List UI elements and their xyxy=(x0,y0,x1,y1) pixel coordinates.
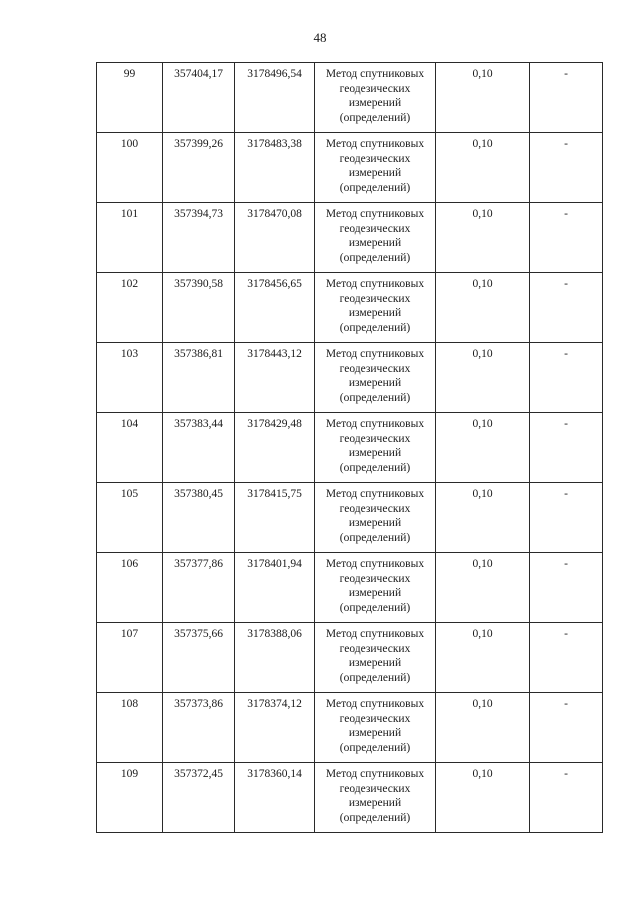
note-cell: - xyxy=(530,693,603,763)
method-line: геодезических xyxy=(339,712,411,725)
method-line: геодезических xyxy=(339,152,411,165)
point-number-cell: 107 xyxy=(97,623,163,693)
method-line: (определений) xyxy=(339,321,411,334)
table-row xyxy=(97,483,603,553)
method-line: измерений xyxy=(348,447,402,459)
y-coordinate-cell: 3178374,12 xyxy=(235,693,315,763)
method-line: Метод спутниковых xyxy=(325,278,425,290)
table-row xyxy=(97,623,603,693)
method-line: измерений xyxy=(348,167,402,179)
method-line: измерений xyxy=(348,237,402,249)
x-coordinate-cell: 357380,45 xyxy=(163,483,235,553)
table-row xyxy=(97,553,603,623)
note-cell: - xyxy=(530,623,603,693)
method-line: (определений) xyxy=(339,111,411,124)
y-coordinate-cell: 3178443,12 xyxy=(235,343,315,413)
method-line: геодезических xyxy=(339,572,411,585)
method-cell xyxy=(315,413,436,483)
note-cell: - xyxy=(530,203,603,273)
method-line: геодезических xyxy=(339,82,411,95)
x-coordinate-cell: 357404,17 xyxy=(163,63,235,133)
table-row xyxy=(97,343,603,413)
method-line: Метод спутниковых xyxy=(325,628,425,640)
table-row xyxy=(97,763,603,833)
method-line: Метод спутниковых xyxy=(325,418,425,430)
note-cell: - xyxy=(530,483,603,553)
method-line: Метод спутниковых xyxy=(325,348,425,360)
method-cell xyxy=(315,483,436,553)
method-cell xyxy=(315,693,436,763)
method-cell xyxy=(315,133,436,203)
method-line: (определений) xyxy=(339,461,411,474)
point-number-cell: 104 xyxy=(97,413,163,483)
note-cell: - xyxy=(530,133,603,203)
method-line: (определений) xyxy=(339,741,411,754)
method-line: (определений) xyxy=(339,601,411,614)
method-cell xyxy=(315,203,436,273)
method-cell xyxy=(315,623,436,693)
point-number-cell: 105 xyxy=(97,483,163,553)
method-line: геодезических xyxy=(339,642,411,655)
method-line: Метод спутниковых xyxy=(325,68,425,80)
method-line: измерений xyxy=(348,97,402,109)
coordinates-table xyxy=(96,62,603,833)
note-cell: - xyxy=(530,763,603,833)
method-line: измерений xyxy=(348,797,402,809)
accuracy-cell: 0,10 xyxy=(436,343,530,413)
table-row xyxy=(97,413,603,483)
y-coordinate-cell: 3178456,65 xyxy=(235,273,315,343)
x-coordinate-cell: 357399,26 xyxy=(163,133,235,203)
method-cell xyxy=(315,763,436,833)
method-line: (определений) xyxy=(339,181,411,194)
method-line: Метод спутниковых xyxy=(325,558,425,570)
method-line: Метод спутниковых xyxy=(325,138,425,150)
y-coordinate-cell: 3178415,75 xyxy=(235,483,315,553)
accuracy-cell: 0,10 xyxy=(436,203,530,273)
x-coordinate-cell: 357394,73 xyxy=(163,203,235,273)
method-line: измерений xyxy=(348,587,402,599)
accuracy-cell: 0,10 xyxy=(436,133,530,203)
table-body xyxy=(97,63,603,833)
method-cell xyxy=(315,553,436,623)
method-line: измерений xyxy=(348,377,402,389)
method-line: геодезических xyxy=(339,362,411,375)
point-number-cell: 109 xyxy=(97,763,163,833)
method-line: (определений) xyxy=(339,811,411,824)
y-coordinate-cell: 3178496,54 xyxy=(235,63,315,133)
point-number-cell: 102 xyxy=(97,273,163,343)
x-coordinate-cell: 357372,45 xyxy=(163,763,235,833)
accuracy-cell: 0,10 xyxy=(436,63,530,133)
table-row xyxy=(97,273,603,343)
method-line: геодезических xyxy=(339,222,411,235)
point-number-cell: 103 xyxy=(97,343,163,413)
x-coordinate-cell: 357373,86 xyxy=(163,693,235,763)
method-line: геодезических xyxy=(339,432,411,445)
note-cell: - xyxy=(530,553,603,623)
note-cell: - xyxy=(530,413,603,483)
table-row xyxy=(97,203,603,273)
page-number: 48 xyxy=(313,30,327,45)
x-coordinate-cell: 357386,81 xyxy=(163,343,235,413)
table-row xyxy=(97,63,603,133)
accuracy-cell: 0,10 xyxy=(436,413,530,483)
method-line: измерений xyxy=(348,517,402,529)
note-cell: - xyxy=(530,63,603,133)
method-line: геодезических xyxy=(339,292,411,305)
method-line: геодезических xyxy=(339,782,411,795)
point-number-cell: 108 xyxy=(97,693,163,763)
y-coordinate-cell: 3178429,48 xyxy=(235,413,315,483)
x-coordinate-cell: 357390,58 xyxy=(163,273,235,343)
method-line: Метод спутниковых xyxy=(325,768,425,780)
method-line: (определений) xyxy=(339,671,411,684)
method-line: геодезических xyxy=(339,502,411,515)
point-number-cell: 106 xyxy=(97,553,163,623)
table-row xyxy=(97,693,603,763)
method-cell xyxy=(315,343,436,413)
y-coordinate-cell: 3178483,38 xyxy=(235,133,315,203)
note-cell: - xyxy=(530,273,603,343)
method-line: измерений xyxy=(348,307,402,319)
method-cell xyxy=(315,63,436,133)
point-number-cell: 101 xyxy=(97,203,163,273)
accuracy-cell: 0,10 xyxy=(436,483,530,553)
accuracy-cell: 0,10 xyxy=(436,623,530,693)
y-coordinate-cell: 3178388,06 xyxy=(235,623,315,693)
note-cell: - xyxy=(530,343,603,413)
method-cell xyxy=(315,273,436,343)
x-coordinate-cell: 357377,86 xyxy=(163,553,235,623)
accuracy-cell: 0,10 xyxy=(436,763,530,833)
method-line: Метод спутниковых xyxy=(325,208,425,220)
table-row xyxy=(97,133,603,203)
method-line: измерений xyxy=(348,657,402,669)
method-line: (определений) xyxy=(339,391,411,404)
x-coordinate-cell: 357375,66 xyxy=(163,623,235,693)
y-coordinate-cell: 3178401,94 xyxy=(235,553,315,623)
method-line: (определений) xyxy=(339,251,411,264)
y-coordinate-cell: 3178360,14 xyxy=(235,763,315,833)
method-line: измерений xyxy=(348,727,402,739)
accuracy-cell: 0,10 xyxy=(436,273,530,343)
point-number-cell: 99 xyxy=(97,63,163,133)
x-coordinate-cell: 357383,44 xyxy=(163,413,235,483)
y-coordinate-cell: 3178470,08 xyxy=(235,203,315,273)
accuracy-cell: 0,10 xyxy=(436,693,530,763)
method-line: Метод спутниковых xyxy=(325,488,425,500)
method-line: (определений) xyxy=(339,531,411,544)
point-number-cell: 100 xyxy=(97,133,163,203)
method-line: Метод спутниковых xyxy=(325,698,425,710)
accuracy-cell: 0,10 xyxy=(436,553,530,623)
